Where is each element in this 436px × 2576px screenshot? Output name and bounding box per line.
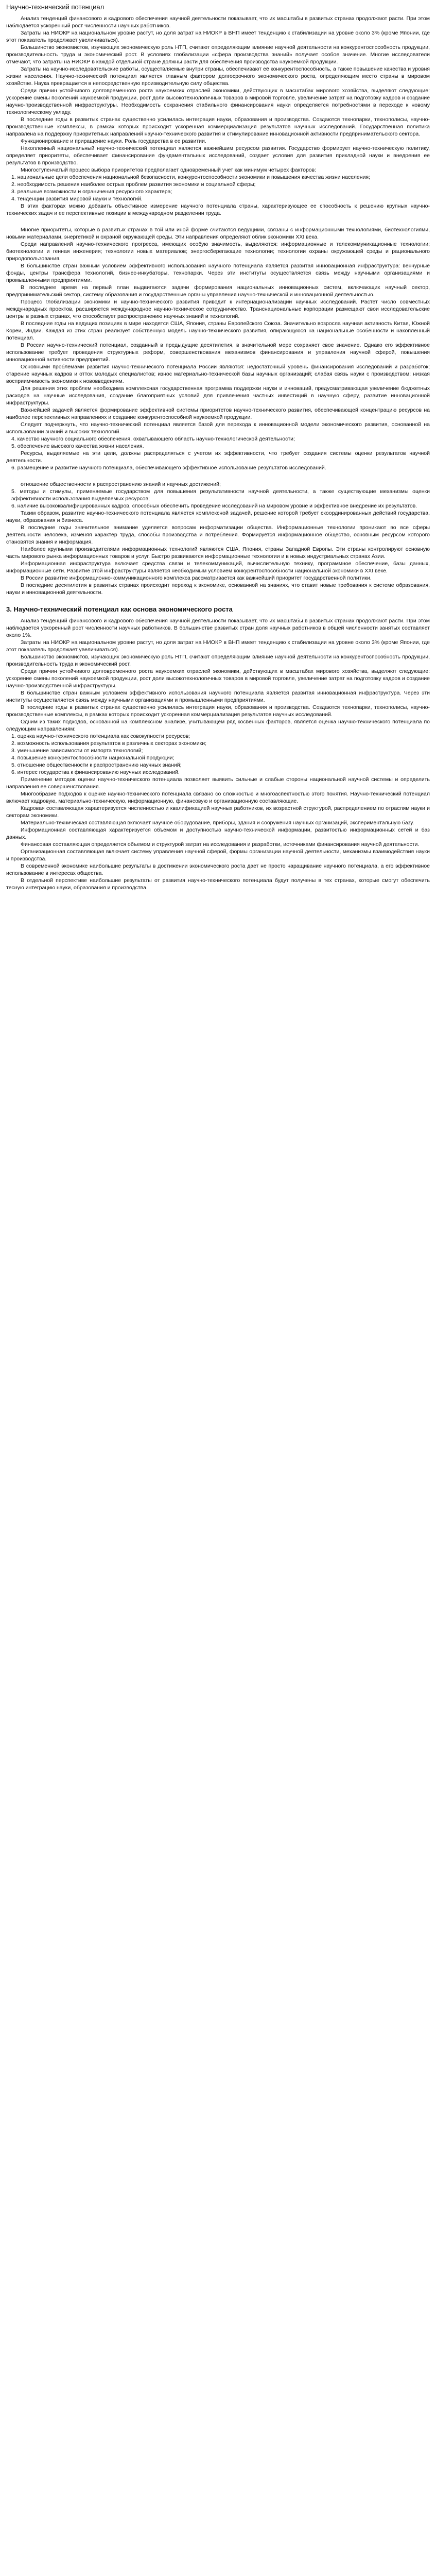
list-item: 4. тенденции развития мировой науки и технологий.: [11, 196, 143, 202]
paragraph: Большинство экономистов, изучающих экономическую роль НТП, считают определяющим влияние научной деятельности на конкурентоспособность продукции, производительность труда и экономический рост.: [6, 654, 430, 667]
document-section: [6, 226, 430, 471]
list-item: 2. необходимость решения наиболее острых проблем развития экономики и социальной сферы;: [11, 181, 256, 188]
paragraph: Следует подчеркнуть, что научно-технический потенциал является базой для перехода к инновационной модели экономического развития, основанной на использовании знаний и высоких технологий.: [6, 421, 430, 435]
list-item: 1. оценка научно-технического потенциала как совокупности ресурсов;: [11, 733, 190, 739]
paragraph: Кадровая составляющая характеризуется численностью и квалификацией научных работников, их возрастной структурой, распределением по отраслям науки и секторам экономики.: [6, 805, 430, 819]
paragraph: В этих факторах можно добавить объективное измерение научного потенциала страны, характеризующее ее способность к решению крупных научно-технических задач и ее перспективные позиции в международном разделении труда.: [6, 203, 430, 216]
section-title: 3. Научно-технический потенциал как основа экономического роста: [6, 605, 233, 613]
list-item: 5. обеспечение высокого качества жизни населения.: [11, 443, 144, 449]
paragraph: Многие приоритеты, которые в развитых странах в той или иной форме считаются ведущими, связаны с информационными технологиями, биотехнологиями, новыми материалами, энергетикой и охраной окружающей среды. Эти направления определяют облик экономики XXI века.: [6, 227, 430, 240]
paragraph: В отдельной перспективе наибольшие результаты от развития научно-технического потенциала будут получены в тех странах, которые смогут обеспечить тесную интеграцию науки, образования и производства.: [6, 877, 430, 891]
paragraph: Для решения этих проблем необходима комплексная государственная программа поддержки науки и инноваций, предусматривающая увеличение бюджетных расходов на научные исследования, создание благоприятных условий для привлечения частных инвестиций в научную сферу, развитие инновационной инфраструктуры.: [6, 385, 430, 406]
paragraph: Ресурсы, выделяемые на эти цели, должны распределяться с учетом их эффективности, что требует создания системы оценки результатов научной деятельности.: [6, 450, 430, 464]
paragraph: Анализ тенденций финансового и кадрового обеспечения научной деятельности показывает, что их масштабы в развитых странах продолжают расти. При этом наблюдается ускоренный рост численности научных работников. В большинстве развитых стран доля научных работников в общей численности занятых составляет около 1%.: [6, 618, 430, 638]
list-item: 6. интерес государства к финансированию научных исследований.: [11, 769, 180, 775]
list-item: 3. реальные возможности и ограничения ресурсного характера;: [11, 189, 172, 195]
section-title: Научно-технический потенциал: [6, 3, 104, 11]
paragraph: Затраты на НИОКР на национальном уровне растут, но доля затрат на НИОКР в ВНП имеет тенденцию к стабилизации на уровне около 3% (кроме Японии, где этот показатель продолжает увеличиваться).: [6, 30, 430, 43]
paragraph: Многообразие подходов к оценке научно-технического потенциала связано со сложностью и многоаспектностью этого понятия. Научно-технический потенциал включает кадровую, материально-техническую, информационную, финансовую и организационную составляющие.: [6, 791, 430, 804]
paragraph: Материально-техническая составляющая включает научное оборудование, приборы, здания и сооружения научных организаций, экспериментальную базу.: [21, 820, 414, 826]
paragraph: В современной экономике наибольшие результаты в достижении экономического роста дает не просто наращивание научного потенциала, а его эффективное использование в интересах общества.: [6, 863, 430, 876]
list-item: 4. качество научного социального обеспечения, охватывающего область научно-технологической деятельности;: [11, 436, 295, 442]
paragraph: Важнейшей задачей является формирование эффективной системы приоритетов научно-технического развития, обеспечивающей концентрацию ресурсов на наиболее перспективных направлениях и создание конкурентоспособной наукоемкой продукции.: [6, 407, 430, 420]
document-section: [6, 605, 430, 891]
document-page: [0, 0, 436, 891]
paragraph: Среди направлений научно-технического прогресса, имеющих особую значимость, выделяются: информационные и телекоммуникационные технологии; биотехнологии и генная инженерия; технологии новых материалов; энергосберегающие технологии; технологии охраны окружающей среды и рационального природопользования.: [6, 241, 430, 262]
document-section: [6, 481, 430, 596]
paragraph: Финансовая составляющая определяется объемом и структурой затрат на исследования и разработки, источниками финансирования научной деятельности.: [21, 841, 420, 848]
list-item: 6. размещение и развитие научного потенциала, обеспечивающего эффективное использование результатов исследований.: [11, 465, 326, 471]
paragraph: Анализ тенденций финансового и кадрового обеспечения научной деятельности показывает, что их масштабы в развитых странах продолжают расти. При этом наблюдается ускоренный рост численности научных работников.: [6, 15, 430, 29]
paragraph: В последние годы в развитых странах существенно усилилась интеграция науки, образования и производства. Создаются технопарки, технополисы, научно-производственные комплексы, в рамках которых происходит ускоренная коммерциализация результатов научных исследований.: [6, 704, 430, 718]
list-item: 2. возможность использования результатов в различных секторах экономики;: [11, 740, 207, 747]
list-item: 4. повышение конкурентоспособности национальной продукции;: [11, 755, 175, 761]
paragraph: Среди причин устойчивого долговременного роста наукоемких отраслей экономики, действующих в масштабах мирового хозяйства, выделяют следующие: ускорение смены поколений наукоемкой продукции, рост доли высокотехнологичных товаров в мировой торговле, увеличение затрат на подготовку кадров и создание научно-производственной инфраструктуры. Необходимость сохранения стабильного финансирования науки определяется потребностями в переходе к новому технологическому укладу.: [6, 88, 430, 115]
paragraph: Наиболее крупными производителями информационных технологий являются США, Япония, страны Западной Европы. Эти страны контролируют основную часть мирового рынка информационных товаров и услуг. Быстро развиваются информационные технологии и в новых индустриальных странах Азии.: [6, 546, 430, 560]
document-section: [6, 3, 430, 217]
paragraph: Информационная составляющая характеризуется объемом и доступностью научно-технической информации, развитостью информационных сетей и баз данных.: [6, 827, 430, 840]
paragraph: Многоступенчатый процесс выбора приоритетов предполагает одновременный учет как минимум четырех факторов:: [21, 167, 317, 173]
paragraph: Основными проблемами развития научно-технического потенциала России являются: недостаточный уровень финансирования исследований и разработок; старение научных кадров и отток молодых специалистов; износ материально-технической базы научных организаций; слабая связь науки с производством; низкая восприимчивость экономики к нововведениям.: [6, 364, 430, 384]
paragraph: Одним из таких подходов, основанной на комплексном анализе, учитывающем ряд косвенных факторов, является оценка научно-технического потенциала по следующим направлениям:: [6, 719, 430, 732]
list-item: 3. уменьшение зависимости от импорта технологий;: [11, 748, 143, 754]
paragraph: Функционирование и приращение науки. Роль государства в ее развитии.: [21, 138, 206, 144]
paragraph: В последние годы значительное внимание уделяется вопросам информатизации общества. Информационные технологии проникают во все сферы деятельности человека, изменяя характер труда, способы производства и потребления. Формируется информационное общество, основным ресурсом которого становятся знания и информация.: [6, 524, 430, 545]
list-item: 5. отношение общественности к распространению научных знаний;: [11, 762, 182, 768]
paragraph: В России развитие информационно-коммуникационного комплекса рассматривается как важнейший приоритет государственной политики.: [21, 575, 372, 581]
list-item: 5. методы и стимулы, применяемые государством для повышения результативности научной деятельности, а также существующие механизмы оценки эффективности использования выделяемых ресурсов;: [11, 488, 430, 502]
paragraph: Накопленный национальный научно-технический потенциал является важнейшим ресурсом развития. Государство формирует научно-техническую политику, определяет приоритеты, обеспечивает финансирование фундаментальных исследований, создает условия для развития прикладной науки и внедрения ее результатов в производство.: [6, 145, 430, 166]
paragraph: В последние годы на ведущих позициях в мире находятся США, Япония, страны Европейского Союза. Значительно возросла научная активность Китая, Южной Кореи, Индии. Каждая из этих стран реализует собственную модель научно-технического развития, опирающуюся на национальные особенности и накопленный потенциал.: [6, 320, 430, 341]
paragraph: В последнее время на первый план выдвигаются задачи формирования национальных инновационных систем, включающих научный сектор, предпринимательский сектор, систему образования и государственные органы управления научно-технической и инновационной деятельностью.: [6, 284, 430, 298]
paragraph: В большинстве стран важным условием эффективного использования научного потенциала является развитая инновационная инфраструктура: венчурные фонды, центры трансфера технологий, бизнес-инкубаторы, технопарки. Через эти институты осуществляется связь между научными организациями и промышленными предприятиями.: [6, 263, 430, 283]
paragraph: Затраты на НИОКР на национальном уровне растут, но доля затрат на НИОКР в ВНП имеет тенденцию к стабилизации на уровне около 3% (кроме Японии, где этот показатель продолжает увеличиваться).: [6, 639, 430, 653]
paragraph: В последние годы в развитых странах существенно усилилась интеграция науки, образования и производства. Создаются технопарки, технополисы, научно-производственные комплексы, в рамках которых происходит ускоренная коммерциализация результатов научных исследований. Государственная политика направлена на поддержку приоритетных направлений научно-технического развития и стимулирование инновационной активности предпринимательского сектора.: [6, 116, 430, 137]
paragraph: Таким образом, развитие научно-технического потенциала является комплексной задачей, решение которой требует скоординированных действий государства, науки, образования и бизнеса.: [6, 510, 430, 523]
paragraph: В последние десятилетия в развитых странах происходит переход к экономике, основанной на знаниях, что ставит новые требования к системе образования, науки и инновационной деятельности.: [6, 582, 430, 596]
list-item: 1. национальные цели обеспечения национальной безопасности, конкурентоспособности экономики и повышения качества жизни населения;: [11, 174, 371, 180]
paragraph: Большинство экономистов, изучающих экономическую роль НТП, считают определяющим влияние научной деятельности на конкурентоспособность продукции, производительность труда и экономический рост. В условиях глобализации «сфера производства знаний» получает особое значение. Многие исследователи отмечают, что затраты на НИОКР в каждой отдельной стране должны расти для обеспечения производства наукоемкой продукции.: [6, 44, 430, 65]
paragraph: Информационная инфраструктура включает средства связи и телекоммуникаций, вычислительную технику, программное обеспечение, базы данных, информационные сети. Развитие этой инфраструктуры является необходимым условием конкурентоспособности национальной экономики в XXI веке.: [6, 561, 430, 574]
paragraph: Затраты на научно-исследовательские работы, осуществляемые внутри страны, обеспечивают её конкурентоспособность, а также повышение качества и уровня жизни населения. Научно-технический потенциал является главным фактором долгосрочного экономического роста, определяющим место страны в мировом хозяйстве. Наука превращается в непосредственную производительную силу общества.: [6, 66, 430, 87]
paragraph: отношение общественности к распространению знаний и научных достижений;: [21, 481, 221, 487]
paragraph: В России научно-технический потенциал, созданный в предыдущие десятилетия, в значительной мере сохраняет свое значение. Однако его эффективное использование требует проведения структурных реформ, совершенствования механизмов финансирования и управления научной сферой, повышения инновационной активности предприятий.: [6, 342, 430, 363]
paragraph: Процесс глобализации экономики и научно-технического развития приводит к интернационализации научных исследований. Растет число совместных международных проектов, расширяется международное научно-техническое сотрудничество. Транснациональные корпорации размещают свои исследовательские центры в разных странах, что способствует распространению научных знаний и технологий.: [6, 299, 430, 319]
list-item: 6. наличие высококвалифицированных кадров, способных обеспечить проведение исследований на мировом уровне и эффективное внедрение их результатов.: [11, 503, 417, 509]
paragraph: В большинстве стран важным условием эффективного использования научного потенциала является развитая инновационная инфраструктура. Через эти институты осуществляется связь между научными организациями и промышленными предприятиями.: [6, 690, 430, 703]
paragraph: Применение методов оценки научно-технического потенциала позволяет выявить сильные и слабые стороны национальной научной системы и определить направления ее совершенствования.: [6, 776, 430, 790]
paragraph: Среди причин устойчивого долговременного роста наукоемких отраслей экономики, действующих в масштабах мирового хозяйства, выделяют следующие: ускорение смены поколений наукоемкой продукции, рост доли высокотехнологичных товаров в мировой торговле, увеличение затрат на подготовку кадров и создание научно-производственной инфраструктуры.: [6, 668, 430, 689]
paragraph: Организационная составляющая включает систему управления научной сферой, формы организации научной деятельности, механизмы взаимодействия науки и производства.: [6, 849, 430, 862]
